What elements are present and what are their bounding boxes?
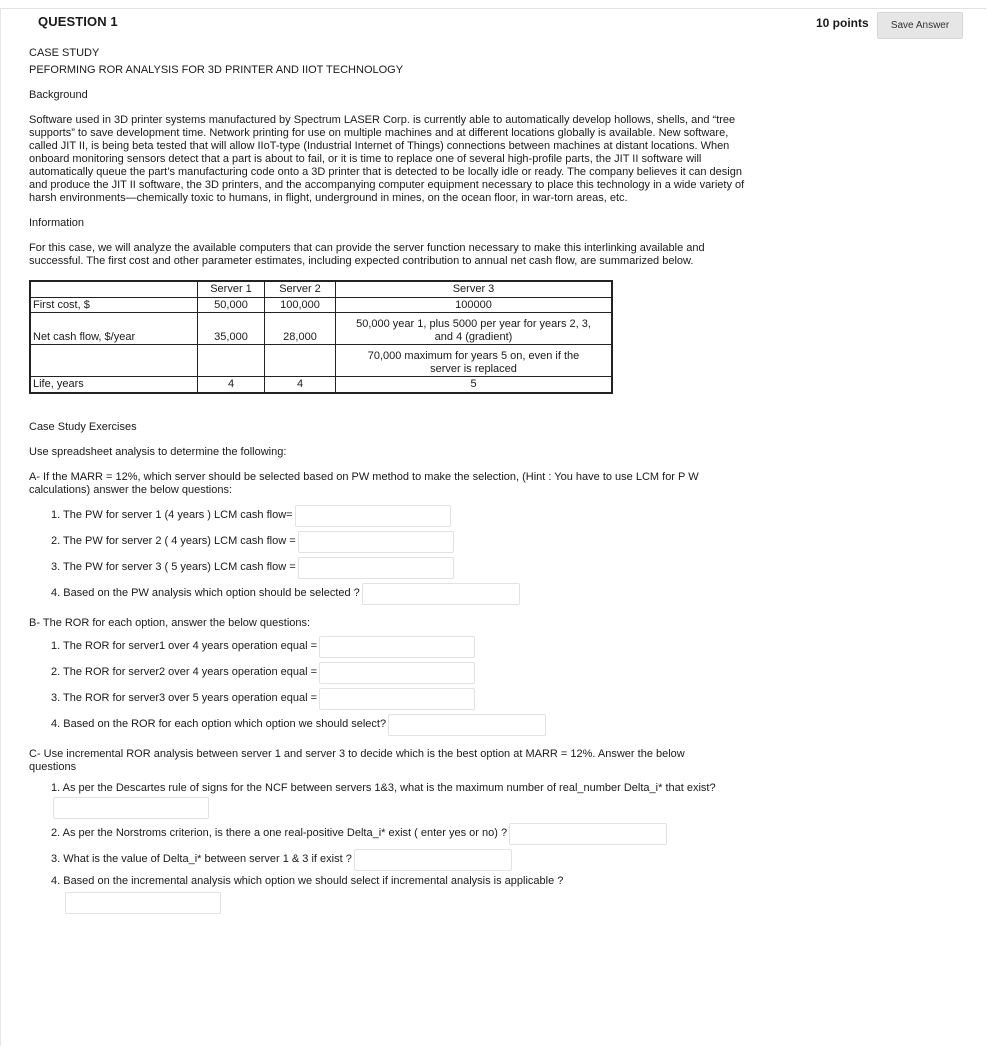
table-cell: 5 xyxy=(336,377,613,393)
question-label: 4. Based on the PW analysis which option should be selected ? xyxy=(51,587,360,599)
background-text: Software used in 3D printer systems manufactured by Spectrum LASER Corp. is currently able to automatically develop hollows, shells, and “tree supports” to save development time. Network printing for use on multiple machines and at different locations globally is available. New software, called JIT II, is being beta tested that will allow IIoT-type (Industrial Internet of Things) connections between machines at distant locations. When onboard monitoring sensors detect that a part is about to fail, or it is time to replace one of several high-profile parts, the JIT II software will automatically queue the part’s manufacturing code onto a 3D printer that is detected to be locally idle or ready. The company believes it can design and produce the JIT II software, the 3D printers, and the accompanying computer equipment necessary to place this technology in a wide variety of harsh environments—chemically toxic to humans, in flight, underground in mines, on the ocean floor, in war-torn areas, etc. xyxy=(29,114,745,204)
pw-server2-input[interactable] xyxy=(298,531,454,553)
delta-i-value-input[interactable] xyxy=(354,849,512,871)
table-cell: 50,000 year 1, plus 5000 per year for years 2, 3, and 4 (gradient) xyxy=(336,313,613,345)
part-a-list xyxy=(51,503,754,607)
pw-server1-input[interactable] xyxy=(295,505,451,527)
case-subheading: PEFORMING ROR ANALYSIS FOR 3D PRINTER AND IIOT TECHNOLOGY xyxy=(29,64,404,76)
part-b-prompt: B- The ROR for each option, answer the below questions: xyxy=(29,616,311,629)
table-cell: Net cash flow, $/year xyxy=(30,313,198,345)
list-item xyxy=(51,686,754,712)
table-cell: 70,000 maximum for years 5 on, even if the server is replaced xyxy=(336,345,613,377)
table-cell: 100000 xyxy=(336,297,613,313)
table-row xyxy=(30,297,612,313)
parameters-table xyxy=(29,280,613,394)
case-heading: CASE STUDY xyxy=(29,47,100,59)
table-cell: 100,000 xyxy=(265,297,336,313)
table-header: Server 2 xyxy=(265,281,336,297)
ror-server1-input[interactable] xyxy=(319,636,475,658)
list-item xyxy=(51,778,741,821)
question-label: 4. Based on the incremental analysis which option we should select if incremental analysis is applicable ? xyxy=(51,874,564,887)
question-label: 2. The PW for server 2 ( 4 years) LCM cash flow = xyxy=(51,535,296,547)
list-item xyxy=(51,581,754,607)
question-content xyxy=(29,47,754,916)
table-header: Server 1 xyxy=(198,281,265,297)
information-title: Information xyxy=(29,217,85,229)
table-header: Server 3 xyxy=(336,281,613,297)
table-cell xyxy=(30,281,198,297)
part-b-list xyxy=(51,634,754,738)
information-text: For this case, we will analyze the available computers that can provide the server function necessary to make this interlinking available and successful. The first cost and other parameter estimates, including expected contribution to annual net cash flow, are summarized below. xyxy=(29,242,705,267)
norstrom-yes-no-input[interactable] xyxy=(509,823,667,845)
ror-server2-input[interactable] xyxy=(319,662,475,684)
table-cell xyxy=(265,345,336,377)
list-item xyxy=(51,660,754,686)
exercises-intro: Use spreadsheet analysis to determine the following: xyxy=(29,445,287,458)
points-label: 10 points xyxy=(816,16,869,30)
question-label: 1. The PW for server 1 (4 years ) LCM cash flow= xyxy=(51,509,293,521)
question-label: 3. What is the value of Delta_i* between server 1 & 3 if exist ? xyxy=(51,853,352,865)
list-item xyxy=(51,847,754,873)
table-cell: 4 xyxy=(198,377,265,393)
table-row xyxy=(30,313,612,345)
table-row xyxy=(30,281,612,297)
question-label: 3. The PW for server 3 ( 5 years) LCM cash flow = xyxy=(51,561,296,573)
table-cell: 4 xyxy=(265,377,336,393)
save-answer-button[interactable]: Save Answer xyxy=(877,12,963,39)
table-cell xyxy=(198,345,265,377)
table-cell xyxy=(30,345,198,377)
part-c-prompt: C- Use incremental ROR analysis between server 1 and server 3 to decide which is the best option at MARR = 12%. Answer the below questions xyxy=(29,747,685,773)
list-item xyxy=(51,821,754,847)
question-label: 2. The ROR for server2 over 4 years operation equal = xyxy=(51,666,318,678)
part-a-prompt: A- If the MARR = 12%, which server should be selected based on PW method to make the selection, (Hint : You have to use LCM for P W calculations) answer the below questions: xyxy=(29,470,699,496)
table-row xyxy=(30,377,612,393)
table-cell: First cost, $ xyxy=(30,297,198,313)
list-item xyxy=(51,529,754,555)
exercises-title: Case Study Exercises xyxy=(29,420,137,433)
ror-selection-input[interactable] xyxy=(388,714,546,736)
incremental-selection-input[interactable] xyxy=(65,892,221,914)
table-row xyxy=(30,345,612,377)
table-cell: 50,000 xyxy=(198,297,265,313)
question-label: 3. The ROR for server3 over 5 years operation equal = xyxy=(51,692,318,704)
question-label: 1. The ROR for server1 over 4 years operation equal = xyxy=(51,640,318,652)
question-label: 2. As per the Norstroms criterion, is there a one real-positive Delta_i* exist ( enter yes or no) ? xyxy=(51,827,508,839)
descartes-count-input[interactable] xyxy=(53,797,209,819)
question-title: QUESTION 1 xyxy=(38,14,118,29)
question-label: 4. Based on the ROR for each option which option we should select? xyxy=(51,718,387,730)
background-title: Background xyxy=(29,89,88,101)
part-c-list xyxy=(51,778,754,916)
pw-selection-input[interactable] xyxy=(362,583,520,605)
list-item xyxy=(51,634,754,660)
list-item xyxy=(51,712,754,738)
ror-server3-input[interactable] xyxy=(319,688,475,710)
table-cell: 28,000 xyxy=(265,313,336,345)
question-label: 1. As per the Descartes rule of signs for the NCF between servers 1&3, what is the maximum number of real_number Delta_i* that exist? xyxy=(51,781,716,794)
pw-server3-input[interactable] xyxy=(298,557,454,579)
list-item xyxy=(51,873,754,916)
list-item xyxy=(51,555,754,581)
table-cell: 35,000 xyxy=(198,313,265,345)
list-item xyxy=(51,503,754,529)
table-cell: Life, years xyxy=(30,377,198,393)
